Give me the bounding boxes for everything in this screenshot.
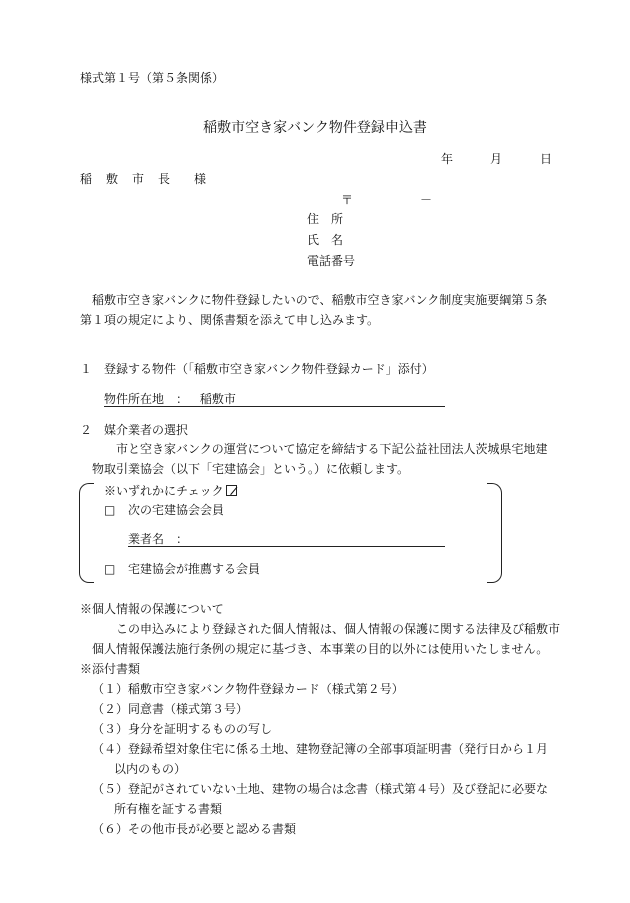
attachment-item: （５）登記がされていない土地、建物の場合は念書（様式第４号）及び登記に必要な [92, 782, 549, 796]
postal-dash: － [420, 193, 433, 207]
check-note [104, 483, 237, 499]
dealer-name-field[interactable] [128, 531, 445, 547]
selection-box-left-bracket [79, 483, 94, 583]
section2-heading: 媒介業者の選択 [104, 423, 189, 437]
property-location-label: 物件所在地 ： [104, 392, 189, 406]
dealer-name-label: 業者名 ： [128, 532, 189, 546]
option1-label: 次の宅建協会会員 [128, 503, 225, 517]
phone-label: 電話番号 [307, 254, 356, 268]
option1-checkbox[interactable]: □ [104, 503, 116, 517]
privacy-line-1: この申込みにより登録された個人情報は、個人情報の保護に関する法律及び稲敷市 [116, 622, 561, 636]
intro-line-2: 第１項の規定により、関係書類を添えて申し込みます。 [80, 313, 380, 327]
addressee-char-1: 稲 [80, 172, 93, 186]
section2-body-line-2: 物取引業協会（以下「宅建協会」という。）に依頼します。 [92, 462, 410, 476]
option2-label: 宅建協会が推薦する会員 [128, 562, 261, 576]
checkmark-icon [226, 485, 237, 496]
addressee-honorific: 様 [194, 172, 207, 186]
check-note-text: ※いずれかにチェック [104, 484, 224, 498]
attachment-item-continued: 所有権を証する書類 [114, 802, 223, 816]
addressee-char-4: 長 [158, 172, 171, 186]
attachments-heading: ※添付書類 [80, 662, 141, 676]
addressee-char-3: 市 [132, 172, 145, 186]
date-day-label: 日 [540, 152, 553, 166]
date-year-label: 年 [441, 152, 454, 166]
address-label: 住 所 [307, 212, 344, 226]
section2-number: ２ [80, 423, 93, 437]
page-title: 稲敷市空き家バンク物件登録申込書 [203, 120, 427, 136]
attachment-item: （６）その他市長が必要と認める書類 [92, 822, 297, 836]
section1-heading: 登録する物件（「稲敷市空き家バンク物件登録カード」添付） [104, 362, 434, 376]
privacy-heading: ※個人情報の保護について [80, 602, 224, 616]
addressee-char-2: 敷 [106, 172, 119, 186]
attachment-item: （１）稲敷市空き家バンク物件登録カード（様式第２号） [92, 682, 404, 696]
intro-line-1: 稲敷市空き家バンクに物件登録したいので、稲敷市空き家バンク制度実施要綱第５条 [92, 293, 548, 307]
date-month-label: 月 [490, 152, 503, 166]
attachment-item: （４）登録希望対象住宅に係る土地、建物登記簿の全部事項証明書（発行日から１月 [92, 742, 549, 756]
attachment-item: （３）身分を証明するものの写し [92, 722, 273, 736]
attachment-item-continued: 以内のもの） [114, 762, 187, 776]
postal-mark: 〒 [341, 193, 354, 207]
privacy-line-2: 個人情報保護法施行条例の規定に基づき、本事業の目的以外には使用いたしません。 [92, 642, 549, 656]
selection-box-right-bracket [487, 483, 502, 583]
property-location-value: 稲敷市 [199, 392, 236, 406]
form-number: 様式第１号（第５条関係） [80, 71, 225, 85]
option2-checkbox[interactable]: □ [104, 562, 116, 576]
section1-number: １ [80, 362, 93, 376]
attachment-item: （２）同意書（様式第３号） [92, 702, 249, 716]
section2-body-line-1: 市と空き家バンクの運営について協定を締結する下記公益社団法人茨城県宅地建 [116, 442, 548, 456]
property-location-field[interactable] [104, 391, 445, 407]
name-label: 氏 名 [307, 233, 344, 247]
